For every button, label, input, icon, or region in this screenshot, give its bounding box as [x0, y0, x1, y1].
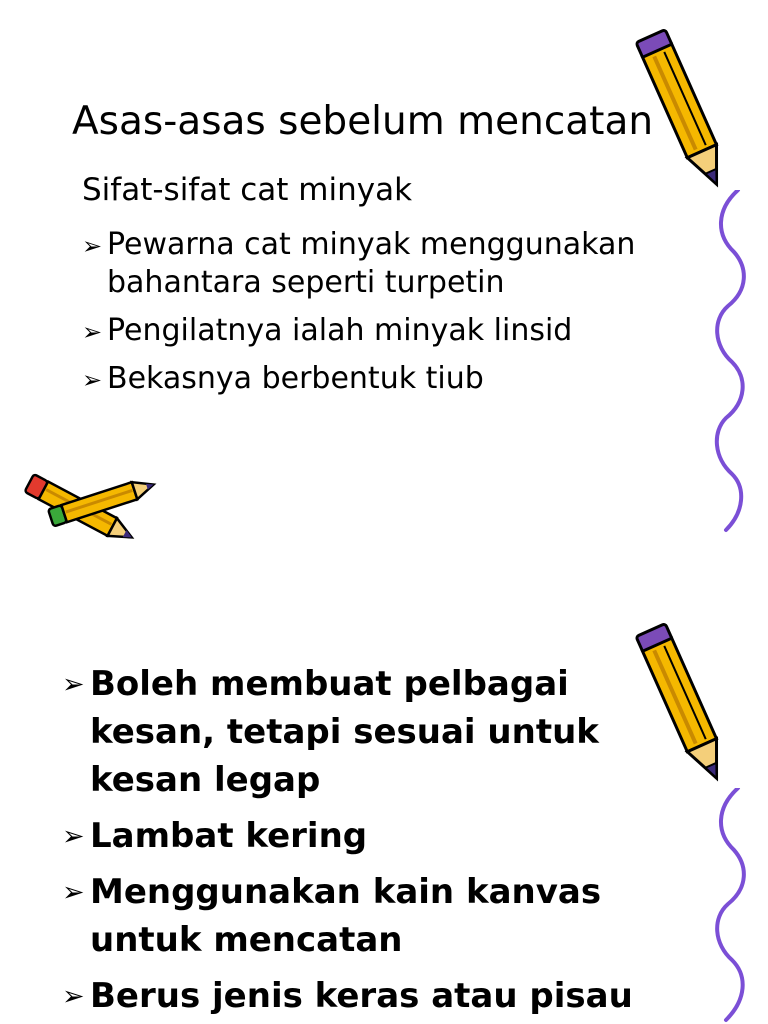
- bullet-text: Lambat kering: [90, 816, 368, 856]
- bullet-arrow-icon: ➢: [62, 877, 85, 908]
- bullet-text: Pengilatnya ialah minyak linsid: [107, 313, 573, 348]
- slide-title: Asas-asas sebelum mencatan: [72, 99, 654, 144]
- bullet-list: [82, 226, 682, 408]
- bullet-text: Boleh membuat pelbagai kesan, tetapi sesuai untuk kesan legap: [90, 664, 599, 800]
- crossed-pencils-icon: [14, 460, 164, 560]
- bullet-text: Bekasnya berbentuk tiub: [107, 361, 484, 396]
- bullet-text: Berus jenis keras atau pisau: [90, 976, 633, 1016]
- bullet-item: [82, 360, 682, 398]
- wavy-line-decoration: [708, 190, 748, 540]
- bullet-item: [62, 812, 642, 860]
- bullet-text: Pewarna cat minyak menggunakan bahantara seperti turpetin: [107, 227, 636, 300]
- slide-subtitle: Sifat-sifat cat minyak: [82, 172, 413, 208]
- bullet-arrow-icon: ➢: [62, 669, 85, 700]
- bullet-arrow-icon: ➢: [62, 981, 85, 1012]
- bullet-arrow-icon: ➢: [82, 232, 103, 260]
- pencil-icon: [628, 616, 740, 794]
- bullet-list: [62, 660, 642, 1024]
- bullet-item: [82, 226, 682, 302]
- bullet-item: [82, 312, 682, 350]
- slide-2: [0, 588, 768, 1024]
- bullet-item: [62, 868, 642, 964]
- wavy-line-decoration: [708, 788, 748, 1024]
- bullet-text: Menggunakan kain kanvas untuk mencatan: [90, 872, 602, 960]
- bullet-item: [62, 972, 642, 1020]
- bullet-arrow-icon: ➢: [82, 366, 103, 394]
- bullet-item: [62, 660, 642, 804]
- bullet-arrow-icon: ➢: [82, 318, 103, 346]
- pencil-icon: [628, 22, 740, 200]
- bullet-arrow-icon: ➢: [62, 821, 85, 852]
